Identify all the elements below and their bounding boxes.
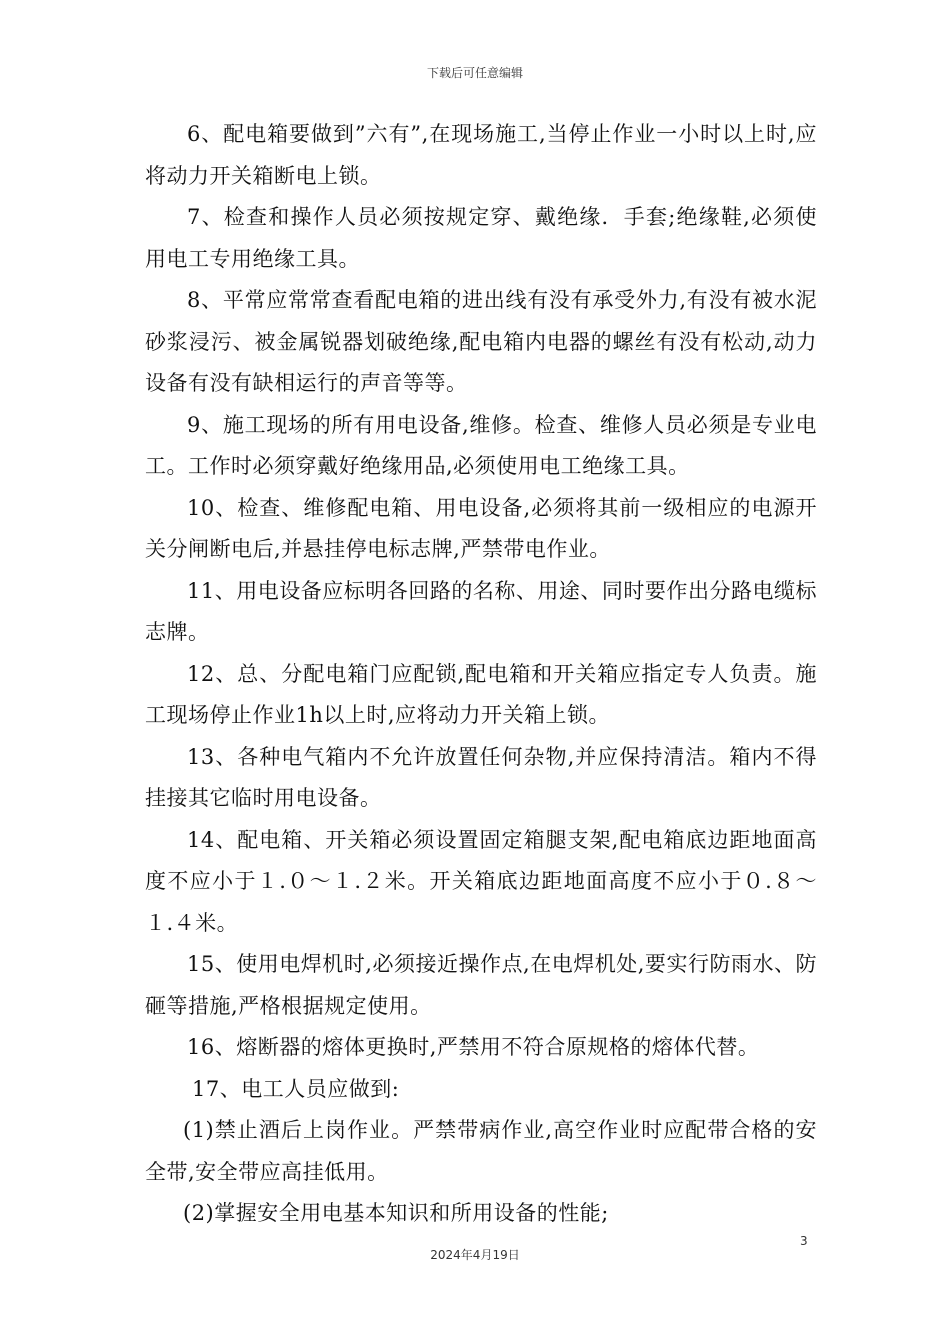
paragraph-item-16: 16、熔断器的熔体更换时,严禁用不符合原规格的熔体代替。 (187, 1035, 760, 1059)
paragraph-item-12: 12、总、分配电箱门应配锁,配电箱和开关箱应指定专人负责。施工现场停止作业1h以上时,应将动力开关箱上锁。 (145, 661, 817, 727)
paragraph-item-8: 8、平常应常常查看配电箱的进出线有没有承受外力,有没有被水泥砂浆浸污、被金属锐器划破绝缘,配电箱内电器的螺丝有没有松动,动力设备有没有缺相运行的声音等等。 (145, 288, 817, 395)
paragraph-item-15: 15、使用电焊机时,必须接近操作点,在电焊机处,要实行防雨水、防砸等措施,严格根据规定使用。 (145, 952, 817, 1018)
page-number: 3 (800, 1234, 808, 1248)
paragraph-item-6: 6、配电箱要做到”六有”,在现场施工,当停止作业一小时以上时,应将动力开关箱断电上锁。 (145, 122, 817, 188)
page-header: 下载后可任意编辑 (426, 66, 523, 80)
paragraph-item-17: 17、电工人员应做到: (192, 1076, 400, 1101)
paragraph-item-7: 7、检查和操作人员必须按规定穿、戴绝缘．手套;绝缘鞋,必须使用电工专用绝缘工具。 (145, 205, 817, 271)
paragraph-item-10: 10、检查、维修配电箱、用电设备,必须将其前一级相应的电源开关分闸断电后,并悬挂停电标志牌,严禁带电作业。 (145, 495, 817, 561)
paragraph-item-13: 13、各种电气箱内不允许放置任何杂物,并应保持清洁。箱内不得挂接其它临时用电设备。 (145, 744, 817, 810)
sub-item-2: (2)掌握安全用电基本知识和所用设备的性能; (183, 1201, 609, 1225)
sub-item-1: (1)禁止酒后上岗作业。严禁带病作业,高空作业时应配带合格的安全带,安全带应高挂低用。 (145, 1118, 817, 1184)
paragraph-item-14: 14、配电箱、开关箱必须设置固定箱腿支架,配电箱底边距地面高度不应小于１.０～１.２米。开关箱底边距地面高度不应小于０.８～１.４米。 (145, 827, 817, 935)
paragraph-item-9: 9、施工现场的所有用电设备,维修。检查、维修人员必须是专业电工。工作时必须穿戴好绝缘用品,必须使用电工绝缘工具。 (145, 412, 817, 478)
document-body (145, 114, 817, 1235)
paragraph-item-11: 11、用电设备应标明各回路的名称、用途、同时要作出分路电缆标志牌。 (145, 578, 817, 644)
page-footer-date: 2024年4月19日 (430, 1248, 520, 1262)
